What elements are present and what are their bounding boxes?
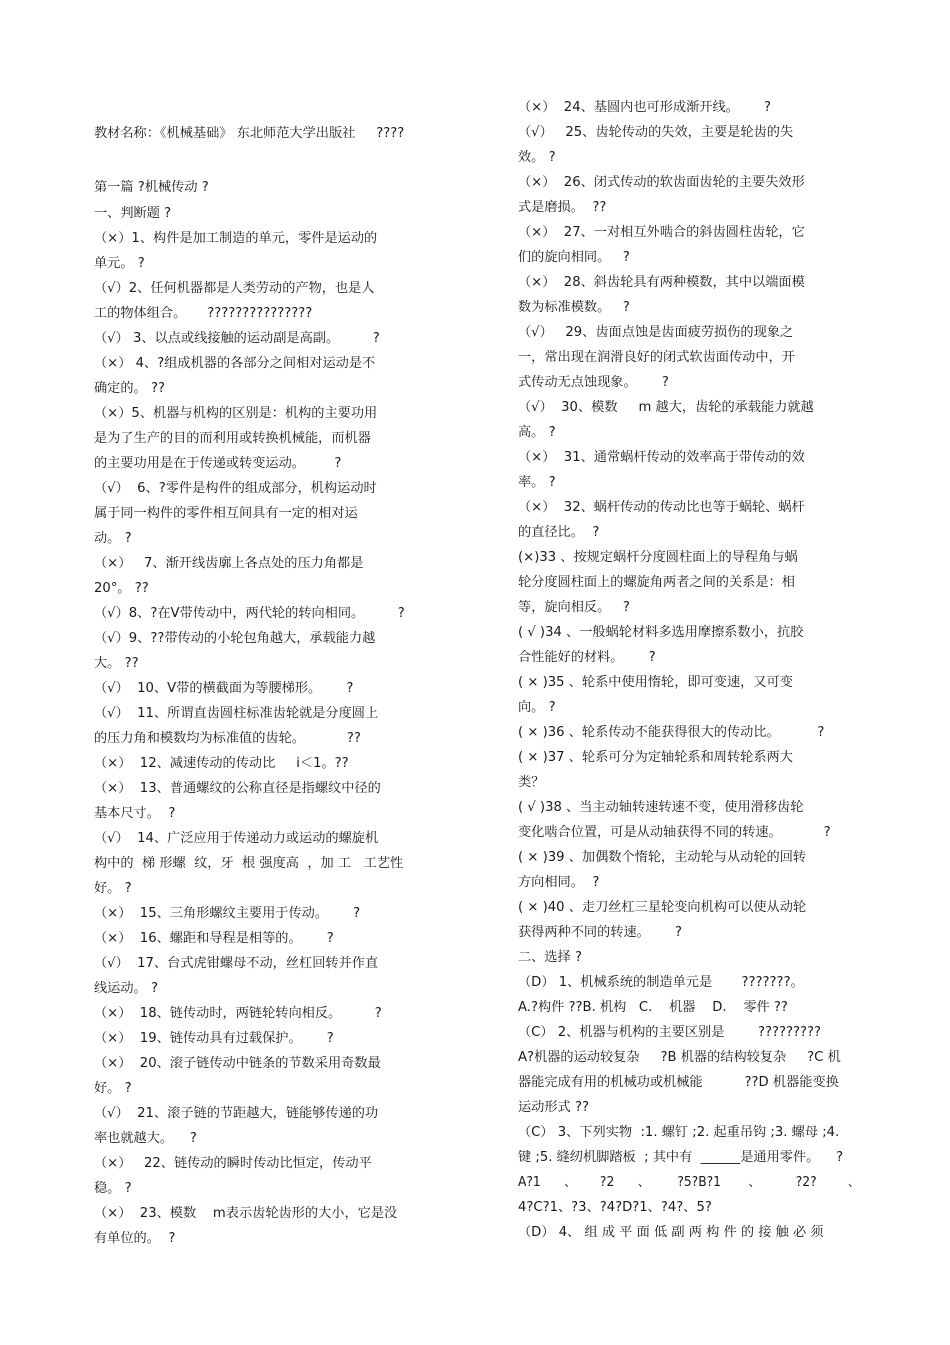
text-line: （×） 7、渐开线齿廓上各点处的压力角都是: [94, 556, 364, 571]
text-line: 运动形式 ??: [518, 1100, 589, 1115]
text-line: （√）9、??带传动的小轮包角越大，承载能力越: [94, 631, 376, 646]
text-line: （√）8、?在V带传动中，两代轮的转向相同。 ?: [94, 606, 405, 621]
text-line: ( √ )38 、当主动轴转速转速不变，使用滑移齿轮: [518, 800, 804, 815]
text-line: 构中的 梯 形螺 纹，牙 根 强度高 ，加 工 工艺性: [94, 856, 404, 871]
text-line: 是为了生产的目的而利用或转换机械能，而机器: [94, 431, 371, 446]
text-line: ( × )35 、轮系中使用惰轮，即可变速，又可变: [518, 675, 793, 690]
text-line: ( × )40 、走刀丝杠三星轮变向机构可以使从动轮: [518, 900, 807, 915]
text-line: 确定的。 ??: [94, 381, 165, 396]
text-line: 单元。 ?: [94, 256, 145, 271]
text-line: （×） 12、减速传动的传动比 i＜1。??: [94, 756, 349, 771]
text-line: A?1 、 ?2 、 ?5?B?1 、 ?2? 、: [518, 1175, 861, 1190]
text-line: （√） 30、模数 m 越大，齿轮的承载能力就越: [518, 400, 814, 415]
text-line: （×） 19、链传动具有过载保护。 ?: [94, 1031, 334, 1046]
text-line: （×） 18、链传动时，两链轮转向相反。 ?: [94, 1006, 382, 1021]
text-line: （×） 20、滚子链传动中链条的节数采用奇数最: [94, 1056, 381, 1071]
text-line: （×） 28、斜齿轮具有两种模数，其中以端面模: [518, 275, 805, 290]
text-line: （×） 24、基圆内也可形成渐开线。 ?: [518, 100, 771, 115]
text-line: （×） 31、通常蜗杆传动的效率高于带传动的效: [518, 450, 805, 465]
text-line: 20°。 ??: [94, 581, 149, 596]
text-line: （D） 4、 组 成 平 面 低 副 两 构 件 的 接 触 必 须: [518, 1225, 824, 1240]
text-line: 轮分度圆柱面上的螺旋角两者之间的关系是：相: [518, 575, 795, 590]
text-line: （√） 17、台式虎钳螺母不动，丝杠回转并作直: [94, 956, 379, 971]
text-line: （√） 6、?零件是构件的组成部分，机构运动时: [94, 481, 377, 496]
text-line: （×） 15、三角形螺纹主要用于传动。 ?: [94, 906, 361, 921]
text-line: 键 ;5. 缝纫机脚踏板 ; 其中有 ______是通用零件。 ?: [518, 1150, 844, 1165]
text-line: 率。 ?: [518, 475, 556, 490]
text-line: 线运动。 ?: [94, 981, 158, 996]
text-line: （D） 1、机械系统的制造单元是 ???????。: [518, 975, 804, 990]
text-line: 属于同一构件的零件相互间具有一定的相对运: [94, 506, 358, 521]
text-line: （√） 21、滚子链的节距越大，链能够传递的功: [94, 1106, 379, 1121]
text-line: （√） 25、齿轮传动的失效，主要是轮齿的失: [518, 125, 794, 140]
text-line: 好。 ?: [94, 881, 132, 896]
text-line: 的直径比。 ?: [518, 525, 600, 540]
text-line: （×）1、构件是加工制造的单元，零件是运动的: [94, 231, 378, 246]
text-line: 的主要功用是在于传递或转变运动。 ?: [94, 456, 342, 471]
section-heading: 一、判断题 ?: [94, 206, 172, 221]
text-line: ( × )36 、轮系传动不能获得很大的传动比。 ?: [518, 725, 825, 740]
text-line: 高。 ?: [518, 425, 556, 440]
text-line: （×） 22、链传动的瞬时传动比恒定，传动平: [94, 1156, 372, 1171]
text-line: （×）5、机器与机构的区别是：机构的主要功用: [94, 406, 378, 421]
text-line: 式传动无点蚀现象。 ?: [518, 375, 669, 390]
text-line: A?机器的运动较复杂 ?B 机器的结构较复杂 ?C 机: [518, 1050, 841, 1065]
text-line: 变化啮合位置，可是从动轴获得不同的转速。 ?: [518, 825, 831, 840]
textbook-title-line: 教材名称：《机械基础》 东北师范大学出版社 ????: [94, 126, 405, 141]
text-line: 合性能好的材料。 ?: [518, 650, 656, 665]
text-line: 方向相同。 ?: [518, 875, 600, 890]
text-line: （√） 10、V带的横截面为等腰梯形。 ?: [94, 681, 354, 696]
text-line: ( × )39 、加偶数个惰轮，主动轮与从动轮的回转: [518, 850, 807, 865]
text-line: （×） 13、普通螺纹的公称直径是指螺纹中径的: [94, 781, 381, 796]
text-line: 工的物体组合。 ???????????????: [94, 306, 313, 321]
text-line: （C） 3、下列实物 :1. 螺钉 ;2. 起重吊钩 ;3. 螺母 ;4.: [518, 1125, 840, 1140]
text-line: 基本尺寸。 ?: [94, 806, 176, 821]
text-line: 动。 ?: [94, 531, 132, 546]
text-line: （C） 2、机器与机构的主要区别是 ?????????: [518, 1025, 821, 1040]
text-line: 器能完成有用的机械功或机械能 ??D 机器能变换: [518, 1075, 839, 1090]
text-line: 好。 ?: [94, 1081, 132, 1096]
text-line: 的压力角和模数均为标准值的齿轮。 ??: [94, 731, 361, 746]
text-line: 数为标准模数。 ?: [518, 300, 630, 315]
text-line: （√） 14、广泛应用于传递动力或运动的螺旋机: [94, 831, 379, 846]
text-line: 式是磨损。 ??: [518, 200, 607, 215]
text-line: 大。 ??: [94, 656, 139, 671]
text-line: （×） 23、模数 m表示齿轮齿形的大小，它是没: [94, 1206, 398, 1221]
text-line: 一，常出现在润滑良好的闭式软齿面传动中，开: [518, 350, 795, 365]
text-line: （×） 26、闭式传动的软齿面齿轮的主要失效形: [518, 175, 805, 190]
text-line: （×） 4、?组成机器的各部分之间相对运动是不: [94, 356, 376, 371]
text-line: 稳。 ?: [94, 1181, 132, 1196]
text-line: （√） 3、以点或线接触的运动副是高副。 ?: [94, 331, 380, 346]
text-line: (×)33 、按规定蜗杆分度圆柱面上的导程角与蜗: [518, 550, 798, 565]
text-line: 获得两种不同的转速。 ?: [518, 925, 683, 940]
text-line: （√）2、任何机器都是人类劳动的产物，也是人: [94, 281, 375, 296]
text-line: 们的旋向相同。 ?: [518, 250, 630, 265]
text-line: 等，旋向相反。 ?: [518, 600, 630, 615]
text-line: （×） 32、蜗杆传动的传动比也等于蜗轮、蜗杆: [518, 500, 805, 515]
text-line: ( × )37 、轮系可分为定轴轮系和周转轮系两大: [518, 750, 793, 765]
text-line: （×） 16、螺距和导程是相等的。 ?: [94, 931, 334, 946]
text-line: （√） 11、所谓直齿圆柱标准齿轮就是分度圆上: [94, 706, 379, 721]
text-line: 有单位的。 ?: [94, 1231, 176, 1246]
text-line: 效。 ?: [518, 150, 556, 165]
text-line: 率也就越大。 ?: [94, 1131, 197, 1146]
text-line: 类？: [518, 775, 545, 790]
text-line: （×） 27、一对相互外啮合的斜齿圆柱齿轮，它: [518, 225, 805, 240]
part-heading: 第一篇 ?机械传动 ?: [94, 180, 209, 195]
text-line: ( √ )34 、一般蜗轮材料多选用摩擦系数小，抗胶: [518, 625, 804, 640]
text-line: A.?构件 ??B. 机构 C. 机器 D. 零件 ??: [518, 1000, 788, 1015]
text-line: 4?C?1、?3、?4?D?1、?4?、5?: [518, 1200, 712, 1215]
text-line: （√） 29、齿面点蚀是齿面疲劳损伤的现象之: [518, 325, 794, 340]
text-line: 向。 ?: [518, 700, 556, 715]
section-heading: 二、选择 ?: [518, 950, 582, 965]
